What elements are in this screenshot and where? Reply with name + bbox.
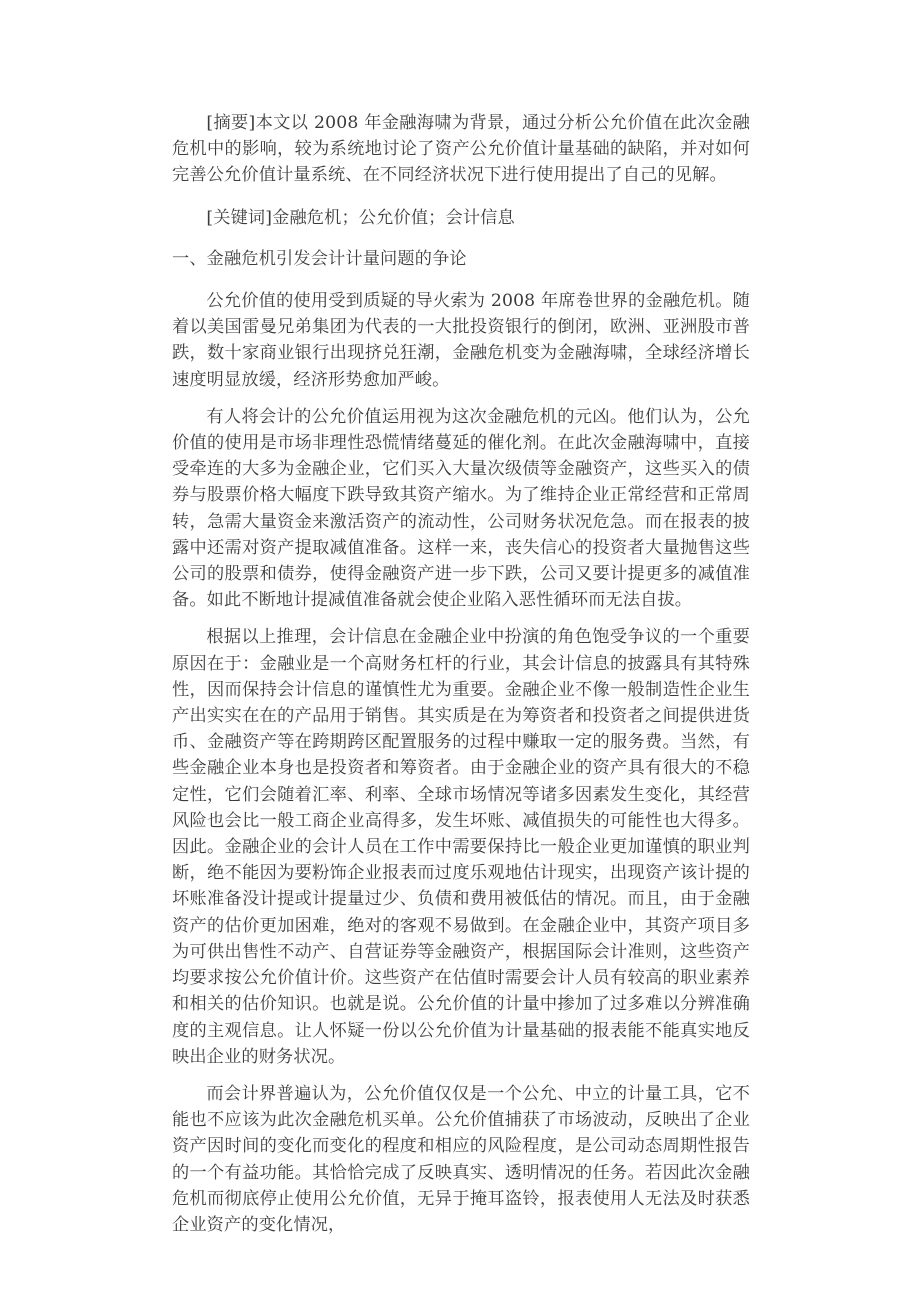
body-paragraph-3: 根据以上推理，会计信息在金融企业中扮演的角色饱受争议的一个重要原因在于：金融业是一个高财务杠杆的行业，其会计信息的披露具有其特殊性，因而保持会计信息的谨慎性尤为重要。金融企业不像一般制造性企业生产出实实在在的产品用于销售。其实质是在为筹资者和投资者之间提供进货币、金融资产等在跨期跨区配置服务的过程中赚取一定的服务费。当然，有些金融企业本身也是投资者和筹资者。由于金融企业的资产具有很大的不稳定性，它们会随着汇率、利率、全球市场情况等诸多因素发生变化，其经营风险也会比一般工商企业高得多，发生坏账、减值损失的可能性也大得多。因此。金融企业的会计人员在工作中需要保持比一般企业更加谨慎的职业判断，绝不能因为要粉饰企业报表而过度乐观地估计现实，出现资产该计提的坏账准备没计提或计提量过少、负债和费用被低估的情况。而且，由于金融资产的估价更加困难，绝对的客观不易做到。在金融企业中，其资产项目多为可供出售性不动产、自营证券等金融资产，根据国际会计准则，这些资产均要求按公允价值计价。这些资产在估值时需要会计人员有较高的职业素养和相关的估价知识。也就是说。公允价值的计量中掺加了过多难以分辨准确度的主观信息。让人怀疑一份以公允价值为计量基础的报表能不能真实地反映出企业的财务状况。 (172, 627, 750, 1067)
text-column (172, 110, 750, 1238)
keywords-paragraph: [关键词]金融危机；公允价值；会计信息 (206, 207, 515, 228)
section-heading: 一、金融危机引发会计计量问题的争论 (172, 248, 467, 269)
abstract-paragraph: [摘要]本文以 2008 年金融海啸为背景，通过分析公允价值在此次金融危机中的影响，较为系统地讨论了资产公允价值计量基础的缺陷，并对如何完善公允价值计量系统、在不同经济状况下进行使用提出了自己的见解。 (172, 113, 750, 186)
body-paragraph-4: 而会计界普遍认为，公允价值仅仅是一个公允、中立的计量工具，它不能也不应该为此次金融危机买单。公允价值捕获了市场波动，反映出了企业资产因时间的变化而变化的程度和相应的风险程度，是公司动态周期性报告的一个有益功能。其恰恰完成了反映真实、透明情况的任务。若因此次金融危机而彻底停止使用公允价值，无异于掩耳盗铃，报表使用人无法及时获悉企业资产的变化情况， (172, 1083, 750, 1235)
body-paragraph-2: 有人将会计的公允价值运用视为这次金融危机的元凶。他们认为，公允价值的使用是市场非理性恐慌情绪蔓延的催化剂。在此次金融海啸中，直接受牵连的大多为金融企业，它们买入大量次级债等金融资产，这些买入的债券与股票价格大幅度下跌导致其资产缩水。为了维持企业正常经营和正常周转，急需大量资金来激活资产的流动性，公司财务状况危急。而在报表的披露中还需对资产提取减值准备。这样一来，丧失信心的投资者大量抛售这些公司的股票和债券，使得金融资产进一步下跌，公司又要计提更多的减值准备。如此不断地计提减值准备就会使企业陷入恶性循环而无法自拔。 (172, 406, 750, 611)
body-paragraph-1: 公允价值的使用受到质疑的导火索为 2008 年席卷世界的金融危机。随着以美国雷曼兄弟集团为代表的一大批投资银行的倒闭，欧洲、亚洲股市普跌，数十家商业银行出现挤兑狂潮，金融危机变为金融海啸，全球经济增长速度明显放缓，经济形势愈加严峻。 (172, 291, 750, 390)
